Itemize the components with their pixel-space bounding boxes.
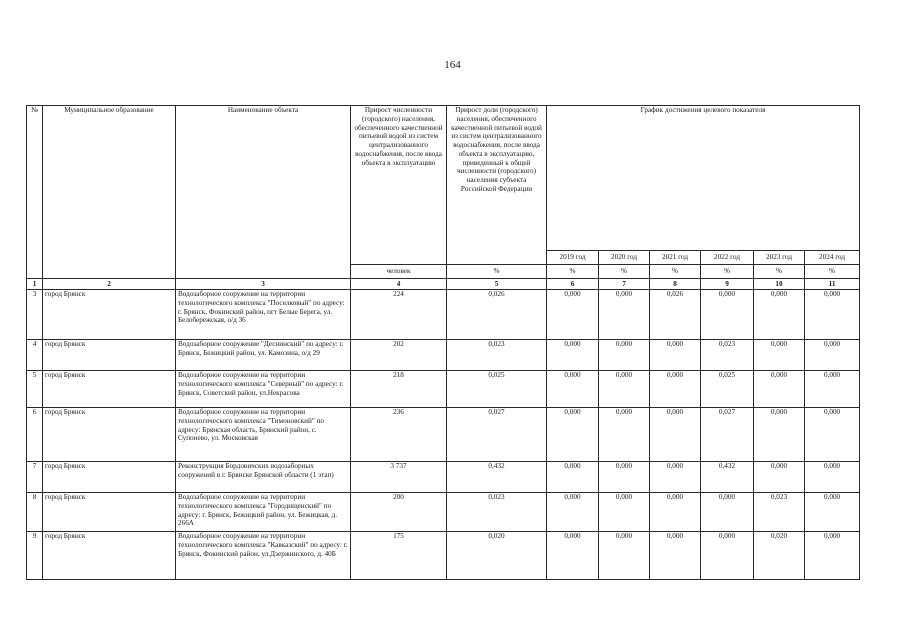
value-2019: 0,000: [547, 290, 599, 340]
unit-percent: %: [547, 265, 599, 279]
header-share-growth: Прирост доли (городского) населения, обеспеченного качественной питьевой водой из систем централизованного водоснабжения, после ввода объекта в эксплуатацию, приведенный к общей численности (городского) населения субъекта Российской Федерации: [447, 106, 547, 265]
table-row: [27, 493, 860, 532]
year-2019: 2019 год: [547, 251, 599, 265]
value-2019: 0,000: [547, 493, 599, 532]
row-number: 7: [27, 462, 43, 493]
column-number: 4: [351, 279, 447, 290]
column-number: 1: [27, 279, 43, 290]
population-cell: 236: [351, 408, 447, 462]
value-2022: 0,023: [701, 340, 754, 371]
object-name-cell: Реконструкция Бордовичских водозаборных сооружений в г. Брянске Брянской области (1 этап): [176, 462, 351, 493]
value-2019: 0,000: [547, 371, 599, 408]
header-municipality: Муниципальное образование: [43, 106, 176, 279]
municipality-cell: город Брянск: [43, 290, 176, 340]
header-row: [27, 106, 860, 251]
year-2022: 2022 год: [701, 251, 754, 265]
share-cell: 0,020: [447, 532, 547, 580]
object-name-cell: Водозаборное сооружение на территории технологического комплекса "Поселковый" по адресу: г. Брянск, Фокинский район, пгт Белые Берега, ул. Белобережская, о/д 36: [176, 290, 351, 340]
unit-percent: %: [447, 265, 547, 279]
table-row: [27, 340, 860, 371]
header-number: №: [27, 106, 43, 279]
column-number: 5: [447, 279, 547, 290]
table-row: [27, 462, 860, 493]
value-2020: 0,000: [599, 371, 650, 408]
value-2023: 0,000: [754, 462, 805, 493]
value-2022: 0,000: [701, 493, 754, 532]
municipality-cell: город Брянск: [43, 371, 176, 408]
unit-percent: %: [650, 265, 701, 279]
page-number: 164: [444, 59, 461, 71]
column-numbers-row: [27, 279, 860, 290]
value-2021: 0,000: [650, 408, 701, 462]
value-2023: 0,000: [754, 408, 805, 462]
row-number: 8: [27, 493, 43, 532]
value-2021: 0,000: [650, 462, 701, 493]
object-name-cell: Водозаборное сооружение на территории технологического комплекса "Тимоновский" по адресу: Брянская область, Брянский район, с. Супонево, ул. Московская: [176, 408, 351, 462]
value-2022: 0,432: [701, 462, 754, 493]
share-cell: 0,027: [447, 408, 547, 462]
unit-people: человек: [351, 265, 447, 279]
value-2023: 0,000: [754, 340, 805, 371]
value-2022: 0,000: [701, 290, 754, 340]
population-cell: 3 737: [351, 462, 447, 493]
value-2023: 0,020: [754, 532, 805, 580]
value-2020: 0,000: [599, 408, 650, 462]
column-number: 2: [43, 279, 176, 290]
population-cell: 202: [351, 340, 447, 371]
population-cell: 224: [351, 290, 447, 340]
column-number: 10: [754, 279, 805, 290]
year-2024: 2024 год: [805, 251, 860, 265]
population-cell: 200: [351, 493, 447, 532]
value-2020: 0,000: [599, 290, 650, 340]
unit-percent: %: [754, 265, 805, 279]
table-row: [27, 532, 860, 580]
value-2021: 0,000: [650, 340, 701, 371]
share-cell: 0,026: [447, 290, 547, 340]
value-2022: 0,027: [701, 408, 754, 462]
object-name-cell: Водозаборное сооружение на территории технологического комплекса "Кавказский" по адресу: г. Брянск, Фокинский район, ул.Дзержинского, д. 40Б: [176, 532, 351, 580]
object-name-cell: Водозаборное сооружение "Деснинский" по адресу: г. Брянск, Бежицкий район, ул. Камозина, о/д 29: [176, 340, 351, 371]
value-2021: 0,000: [650, 371, 701, 408]
population-cell: 175: [351, 532, 447, 580]
value-2024: 0,000: [805, 462, 860, 493]
value-2020: 0,000: [599, 532, 650, 580]
row-number: 5: [27, 371, 43, 408]
value-2023: 0,000: [754, 371, 805, 408]
row-number: 4: [27, 340, 43, 371]
value-2019: 0,000: [547, 408, 599, 462]
unit-percent: %: [805, 265, 860, 279]
table-row: [27, 290, 860, 340]
target-indicator-table: [26, 105, 860, 580]
value-2024: 0,000: [805, 290, 860, 340]
value-2023: 0,000: [754, 290, 805, 340]
row-number: 6: [27, 408, 43, 462]
population-cell: 218: [351, 371, 447, 408]
header-population-growth: Прирост численности (городского) населения, обеспеченного качественной питьевой водой из систем централизованного водоснабжения, после ввода объекта в эксплуатацию: [351, 106, 447, 265]
column-number: 3: [176, 279, 351, 290]
table-row: [27, 371, 860, 408]
municipality-cell: город Брянск: [43, 408, 176, 462]
object-name-cell: Водозаборное сооружение на территории технологического комплекса "Северный" по адресу: г. Брянск, Советский район, ул.Некрасова: [176, 371, 351, 408]
column-number: 8: [650, 279, 701, 290]
header-schedule: График достижения целевого показателя: [547, 106, 860, 251]
year-2020: 2020 год: [599, 251, 650, 265]
value-2024: 0,000: [805, 532, 860, 580]
value-2024: 0,000: [805, 408, 860, 462]
unit-percent: %: [701, 265, 754, 279]
value-2022: 0,025: [701, 371, 754, 408]
share-cell: 0,023: [447, 493, 547, 532]
value-2024: 0,000: [805, 340, 860, 371]
value-2020: 0,000: [599, 462, 650, 493]
municipality-cell: город Брянск: [43, 340, 176, 371]
municipality-cell: город Брянск: [43, 493, 176, 532]
column-number: 9: [701, 279, 754, 290]
year-2021: 2021 год: [650, 251, 701, 265]
value-2021: 0,000: [650, 532, 701, 580]
municipality-cell: город Брянск: [43, 462, 176, 493]
share-cell: 0,023: [447, 340, 547, 371]
column-number: 11: [805, 279, 860, 290]
value-2021: 0,026: [650, 290, 701, 340]
municipality-cell: город Брянск: [43, 532, 176, 580]
header-object-name: Наименование объекта: [176, 106, 351, 279]
share-cell: 0,025: [447, 371, 547, 408]
row-number: 9: [27, 532, 43, 580]
value-2019: 0,000: [547, 462, 599, 493]
object-name-cell: Водозаборное сооружение на территории технологического комплекса "Городищенский" по адресу: г. Брянск, Бежицкий район, ул. Бежицкая, д. 266А: [176, 493, 351, 532]
unit-percent: %: [599, 265, 650, 279]
value-2019: 0,000: [547, 532, 599, 580]
column-number: 7: [599, 279, 650, 290]
share-cell: 0,432: [447, 462, 547, 493]
table-row: [27, 408, 860, 462]
year-2023: 2023 год: [754, 251, 805, 265]
value-2020: 0,000: [599, 340, 650, 371]
value-2021: 0,000: [650, 493, 701, 532]
row-number: 3: [27, 290, 43, 340]
value-2024: 0,000: [805, 371, 860, 408]
value-2024: 0,000: [805, 493, 860, 532]
value-2019: 0,000: [547, 340, 599, 371]
value-2023: 0,023: [754, 493, 805, 532]
value-2022: 0,000: [701, 532, 754, 580]
column-number: 6: [547, 279, 599, 290]
value-2020: 0,000: [599, 493, 650, 532]
